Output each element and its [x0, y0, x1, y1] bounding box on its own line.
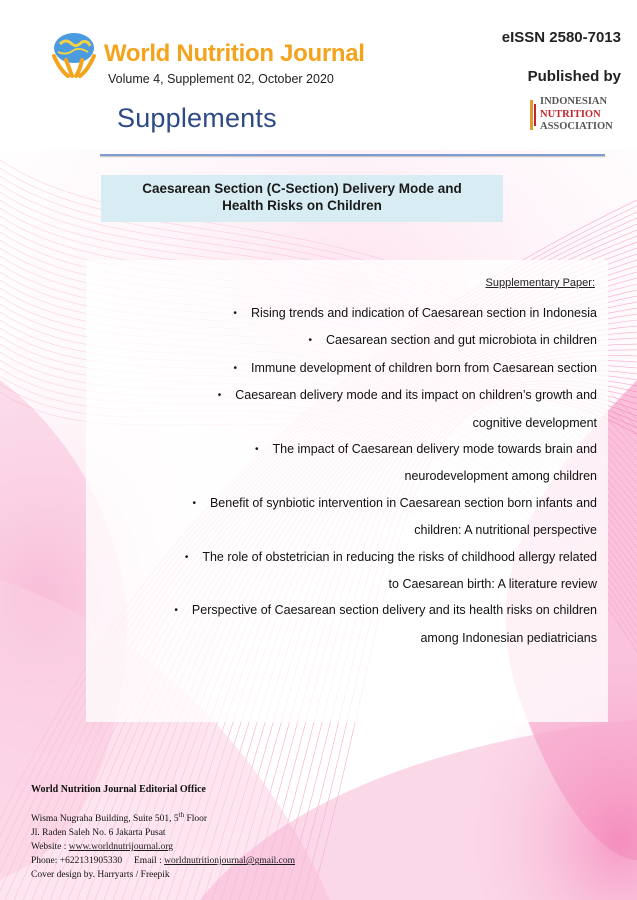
publisher-name-line3: ASSOCIATION — [540, 121, 613, 132]
office-contact: Phone: +622131905330 Email : worldnutritionjournal@gmail.com — [31, 856, 295, 867]
office-address-2: Jl. Raden Saleh No. 6 Jakarta Pusat — [31, 828, 166, 839]
bullet-icon: • — [184, 551, 189, 563]
email-link[interactable]: worldnutritionjournal@gmail.com — [164, 856, 295, 867]
paper-list-item: among Indonesian pediatricians — [420, 630, 597, 645]
bullet-icon: • — [233, 308, 237, 319]
bullet-icon: • — [217, 390, 222, 402]
globe-hands-icon — [46, 30, 102, 80]
volume-line: Volume 4, Supplement 02, October 2020 — [108, 72, 334, 86]
section-title: Supplements — [117, 103, 277, 133]
paper-list-item: • Immune development of children born from Caesarean section — [137, 355, 597, 382]
bullet-icon: • — [233, 362, 237, 374]
website-link[interactable]: www.worldnutrijournal.org — [68, 842, 173, 853]
header-divider — [100, 154, 605, 156]
supplement-title-box — [101, 175, 503, 222]
bullet-icon: • — [308, 335, 312, 347]
editorial-office — [31, 784, 295, 882]
eissn: eISSN 2580-7013 — [501, 29, 621, 46]
publisher-emblem-icon — [528, 98, 540, 132]
publisher-name-line2: NUTRITION — [540, 108, 601, 120]
office-title: World Nutrition Journal Editorial Office — [31, 784, 206, 795]
paper-list — [137, 300, 597, 651]
paper-list-item: cognitive development — [472, 415, 597, 430]
bullet-icon: • — [174, 605, 178, 617]
publisher-name-line1: INDONESIAN — [540, 96, 608, 107]
paper-list-item: to Caesarean birth: A literature review — [388, 577, 597, 592]
paper-list-item: • Perspective of Caesarean section delivery and its health risks on children — [137, 597, 597, 624]
supplement-title-line2: Health Risks on Children — [222, 198, 382, 213]
paper-list-item: • The impact of Caesarean delivery mode towards brain and — [137, 436, 597, 463]
paper-list-item: children: A nutritional perspective — [414, 523, 597, 538]
journal-name: World Nutrition Journal — [104, 40, 365, 67]
paper-list-item: • Rising trends and indication of Caesarean section in Indonesia — [137, 300, 597, 327]
bullet-icon: • — [192, 497, 196, 509]
office-address-1: Wisma Nugraha Building, Suite 501, 5th Floor — [31, 811, 208, 825]
bullet-icon: • — [255, 444, 259, 456]
paper-list-item: • Benefit of synbiotic intervention in Caesarean section born infants and — [137, 490, 597, 517]
paper-list-item: neurodevelopment among children — [404, 469, 597, 484]
cover-credit: Cover design by. Harryarts / Freepik — [31, 870, 170, 881]
supplementary-label: Supplementary Paper: — [485, 277, 595, 289]
published-by: Published by — [527, 68, 621, 85]
office-website: Website : www.worldnutrijournal.org — [31, 842, 173, 853]
paper-list-item: • Caesarean section and gut microbiota in children — [137, 327, 597, 354]
supplement-title-line1: Caesarean Section (C-Section) Delivery Mode and — [142, 181, 462, 196]
paper-list-item: • The role of obstetrician in reducing the risks of childhood allergy related — [137, 544, 597, 571]
publisher-logo — [528, 96, 624, 134]
paper-list-item: • Caesarean delivery mode and its impact on children’s growth and — [137, 382, 597, 409]
